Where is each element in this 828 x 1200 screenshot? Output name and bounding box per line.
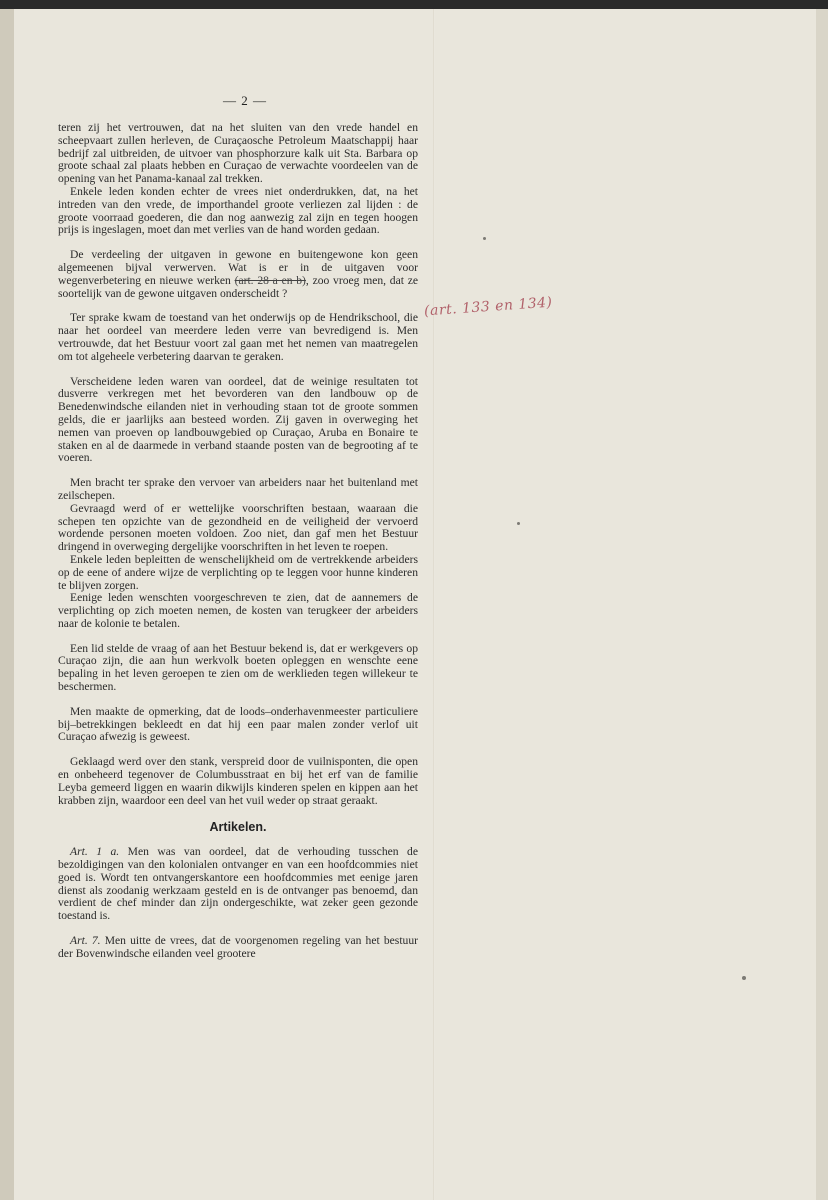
paragraph: Eenige leden wenschten voorgeschreven te zien, dat de aannemers de verplichting op zich moeten nemen, de kosten van terugkeer der arbeiders naar de kolonie te betalen. bbox=[58, 591, 418, 630]
page-fold bbox=[433, 9, 435, 1200]
paragraph: Enkele leden bepleitten de wenschelijkheid om de vertrekkende arbeiders op de eene of andere wijze de verplichting op te leggen voor hunne kinderen te blijven zorgen. bbox=[58, 552, 418, 592]
verdeeling-text-before: De verdeeling der uitgaven in gewone en buitengewone kon geen algemeenen bijval verwerven. Wat is er in de uitgaven voor wegenverbetering en nieuwe werken bbox=[58, 248, 418, 287]
article-label: Art. 7. bbox=[70, 934, 101, 948]
articles-heading: Artikelen. bbox=[209, 820, 267, 835]
article-label: Art. 1 a. bbox=[70, 845, 120, 859]
top-border bbox=[0, 0, 828, 9]
paragraph: Ter sprake kwam de toestand van het onderwijs op de Hendrikschool, die naar het oordeel van meerdere leden verre van bevredigend is. Men vertrouwde, dat het Bestuur voort zal gaan met het nemen van maatregelen om tot algeheele verbetering daarvan te geraken. bbox=[58, 311, 418, 363]
paragraph: teren zij het vertrouwen, dat na het sluiten van den vrede handel en scheepvaart zullen herleven, de Curaçaosche Petroleum Maatschappij haar bedrijf zal uitbreiden, de uitvoer van phosphorzure kalk uit Sta. Barbara op groote schaal zal plaats hebben en Curaçao de verwachte voordeelen van de opening van het Panama-kanaal zal trekken. bbox=[58, 121, 418, 186]
paper-speck bbox=[483, 237, 486, 240]
struck-article-reference: (art. 28 a en b) bbox=[234, 273, 306, 287]
article-text: Men uitte de vrees, dat de voorgenomen regeling van het bestuur der Bovenwindsche eilanden veel grootere bbox=[58, 934, 418, 960]
verdeeling-text-after: , zoo vroeg men, dat ze soortelijk van de gewone uitgaven onderscheidt ? bbox=[58, 273, 419, 300]
handwritten-annotation: (art. 133 en 134) bbox=[423, 294, 554, 320]
paragraph: Enkele leden konden echter de vrees niet onderdrukken, dat, na het intreden van den vrede, de importhandel groote verliezen zal lijden : de groote voorraad goederen, die dan nog aanwezig zal zijn en tegen hoogen prijs is ingeslagen, moet dan met verlies van de hand worden gedaan. bbox=[58, 184, 418, 237]
article-text: Men was van oordeel, dat de verhouding tusschen de bezoldigingen van den kolonialen ontvanger en van een hoofdcommies niet goed is. Wordt ten ontvangerskantore een hoofdcommies met eenige jaren dienst als zoodanig werkzaam gesteld en is de ontvanger pas benoemd, dan verdient de chef minder dan zijn ondergeschikte, wat zeker geen gezonde toestand is. bbox=[58, 845, 418, 923]
paragraph: Men bracht ter sprake den vervoer van arbeiders naar het buitenland met zeilschepen. bbox=[58, 476, 418, 502]
paper-speck bbox=[517, 522, 520, 525]
document-body bbox=[58, 122, 418, 961]
paragraph-verdeeling bbox=[58, 249, 418, 300]
paragraph: Verscheidene leden waren van oordeel, dat de weinige resultaten tot dusverre verkregen met het bevorderen van den landbouw op de Benedenwindsche eilanden niet in verhouding staan tot de groote sommen gelds, die er jaarlijks aan besteed worden. Zij gaven in overweging het nemen van proeven op landbouwgebied op Curaçao, Aruba en Bonaire te staken en al de daarmede in verband staande posten van de begrooting af te voeren. bbox=[58, 374, 418, 465]
paragraph: Gevraagd werd of er wettelijke voorschriften bestaan, waaraan die schepen ten opzichte van de gezondheid en de veiligheid der vervoerd wordende personen moeten voldoen. Zoo niet, dan gaf men het Bestuur dringend in overweging dergelijke voorschriften in het leven te roepen. bbox=[58, 501, 418, 554]
paragraph: Geklaagd werd over den stank, verspreid door de vuilnisponten, die open en onbeheerd tegenover de Columbusstraat en bij het erf van de familie Leyba gemeerd liggen en waarin dikwijls kinderen spelen en kippen aan het krabben zijn, waardoor een deel van het vuil weder op straat geraakt. bbox=[58, 755, 418, 807]
page-left-edge bbox=[0, 9, 14, 1200]
article-paragraph bbox=[58, 935, 418, 961]
paragraph: Men maakte de opmerking, dat de loods–onderhavenmeester particuliere bij–betrekkingen bekleedt en dat hij een paar malen zonder verlof uit Curaçao afwezig is geweest. bbox=[58, 704, 418, 744]
paper-speck bbox=[742, 976, 746, 980]
article-paragraph bbox=[58, 846, 418, 923]
page-number: — 2 — bbox=[223, 93, 267, 108]
page-right-edge bbox=[816, 9, 828, 1200]
paragraph: Een lid stelde de vraag of aan het Bestuur bekend is, dat er werkgevers op Curaçao zijn, die aan hun werkvolk boeten opleggen en wenschte eene bepaling in het leven geroepen te zien om de werklieden tegen willekeur te beschermen. bbox=[58, 641, 418, 694]
